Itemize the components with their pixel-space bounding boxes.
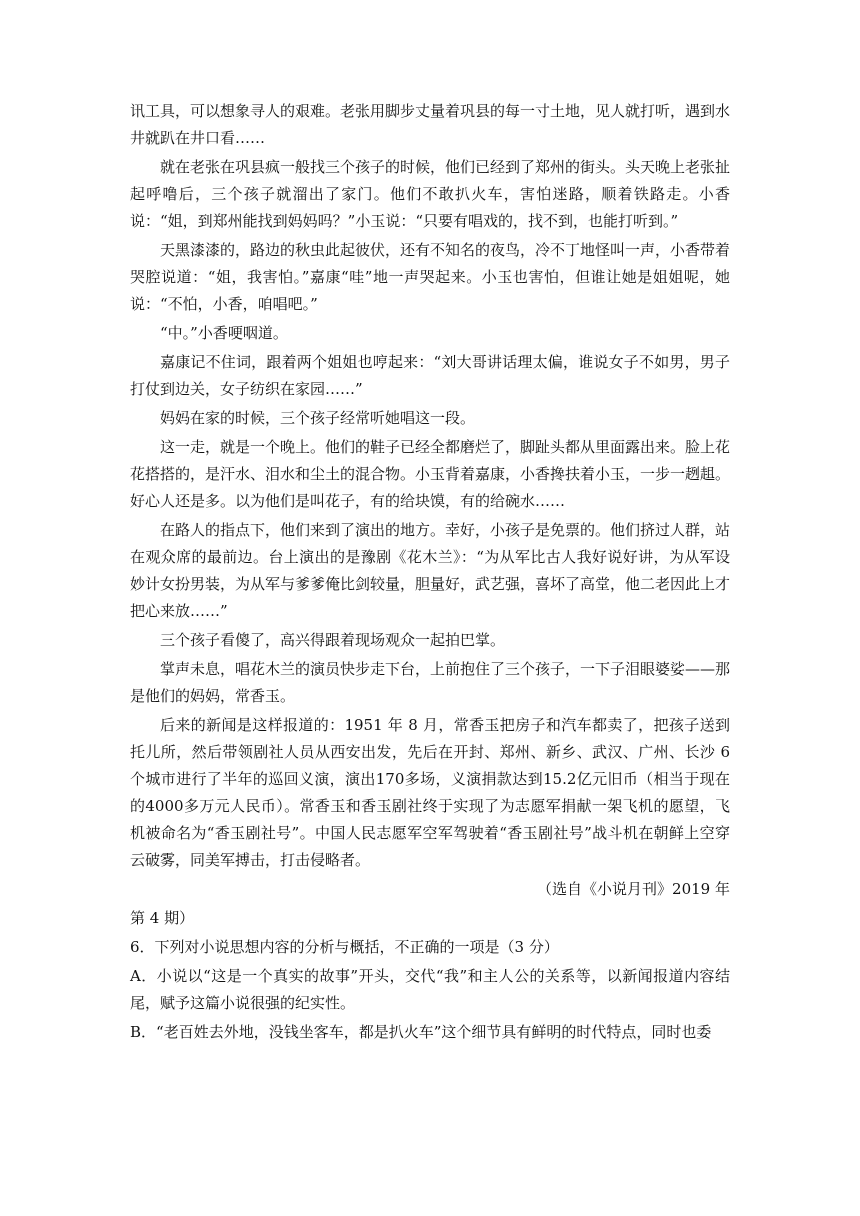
source-citation: （选自《小说月刊》2019 年 bbox=[537, 880, 730, 898]
paragraph-2: 就在老张在巩县疯一般找三个孩子的时候，他们已经到了郑州的街头。头天晚上老张扯起呼噜后，三个孩子就溜出了家门。他们不敢扒火车，害怕迷路，顺着铁路走。小香说：“姐，到郑州能找到妈妈吗？”小玉说：“只要有唱戏的，找不到，也能打听到。” bbox=[130, 158, 731, 230]
question-option-a: A．小说以“这是一个真实的故事”开头，交代“我”和主人公的关系等，以新闻报道内容结尾，赋予这篇小说很强的纪实性。 bbox=[130, 967, 730, 1012]
paragraph-10: 掌声未息，唱花木兰的演员快步走下台，上前抱住了三个孩子，一下子泪眼婆娑——那是他们的妈妈，常香玉。 bbox=[130, 660, 731, 705]
paragraph-8: 在路人的指点下，他们来到了演出的地方。幸好，小孩子是免票的。他们挤过人群，站在观众席的最前边。台上演出的是豫剧《花木兰》：“为从军比古人我好说好讲，为从军设妙计女扮男装，为从军与爹爹俺比剑较量，胆量好，武艺强，喜坏了高堂，他二老因此上才把心来放……” bbox=[130, 521, 731, 620]
question-stem: 6．下列对小说思想内容的分析与概括，不正确的一项是（3 分） bbox=[130, 938, 559, 956]
document-page bbox=[130, 98, 730, 1048]
paragraph-11: 后来的新闻是这样报道的：1951 年 8 月，常香玉把房子和汽车都卖了，把孩子送到托儿所，然后带领剧社人员从西安出发，先后在开封、郑州、新乡、武汉、广州、长沙 6 个城市进行了半年的巡回义演，演出170多场，义演捐款达到15.2亿元旧币（相当于现在的4000多万元人民币）。常香玉和香玉剧社终于实现了为志愿军捐献一架飞机的愿望，飞机被命名为“香玉剧社号”。中国人民志愿军空军驾驶着“香玉剧社号”战斗机在朝鲜上空穿云破雾，同美军搏击，打击侵略者。 bbox=[130, 716, 730, 869]
paragraph-3: 天黑漆漆的，路边的秋虫此起彼伏，还有不知名的夜鸟，冷不丁地怪叫一声，小香带着哭腔说道：“姐，我害怕。”嘉康“哇”地一声哭起来。小玉也害怕，但谁让她是姐姐呢，她说：“不怕，小香，咱唱吧。” bbox=[130, 241, 731, 313]
paragraph-7: 这一走，就是一个晚上。他们的鞋子已经全都磨烂了，脚趾头都从里面露出来。脸上花花搭搭的，是汗水、泪水和尘土的混合物。小玉背着嘉康，小香搀扶着小玉，一步一趔趄。好心人还是多。以为他们是叫花子，有的给块馍，有的给碗水…… bbox=[130, 438, 731, 510]
paragraph-6: 妈妈在家的时候，三个孩子经常听她唱这一段。 bbox=[160, 409, 476, 427]
source-citation-issue: 第 4 期） bbox=[130, 909, 195, 927]
paragraph-1: 讯工具，可以想象寻人的艰难。老张用脚步丈量着巩县的每一寸土地，见人就打听，遇到水井就趴在井口看…… bbox=[130, 102, 731, 147]
paragraph-9: 三个孩子看傻了，高兴得跟着现场观众一起拍巴掌。 bbox=[160, 631, 506, 649]
paragraph-5: 嘉康记不住词，跟着两个姐姐也哼起来：“刘大哥讲话理太偏，谁说女子不如男，男子打仗到边关，女子纺织在家园……” bbox=[130, 353, 730, 398]
paragraph-4: “中。”小香哽咽道。 bbox=[160, 324, 288, 342]
question-option-b: B．“老百姓去外地，没钱坐客车，都是扒火车”这个细节具有鲜明的时代特点，同时也委 bbox=[130, 1023, 712, 1041]
